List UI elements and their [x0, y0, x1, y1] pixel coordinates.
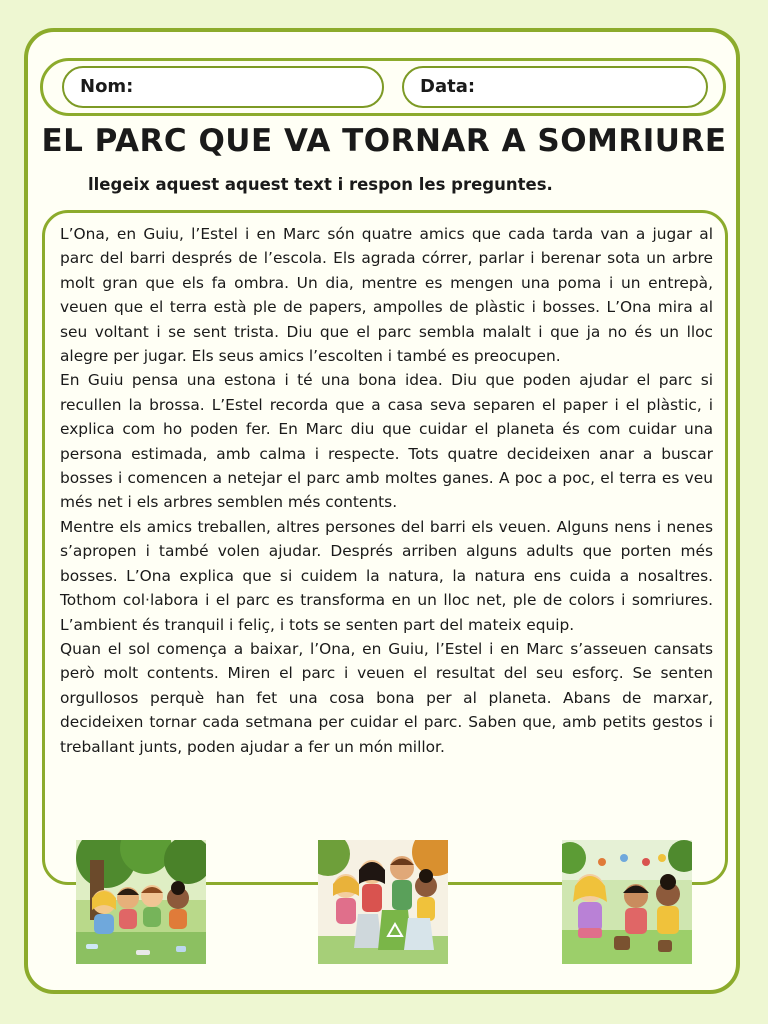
- story-paragraph-1: L’Ona, en Guiu, l’Estel i en Marc són quatre amics que cada tarda van a jugar al parc del barri després de l’escola. Els agrada córrer, parlar i berenar sota un arbre molt gran que els fa ombra. Un dia, mentre es mengen una poma i un entrepà, veuen que el terra està ple de papers, ampolles de plàstic i bosses. L’Ona mira al seu voltant i se sent trista. Diu que el parc sembla malalt i que ja no és un lloc alegre per jugar. Els seus amics l’escolten i també es preocupen.: [60, 225, 713, 366]
- name-field[interactable]: [62, 66, 384, 108]
- date-label: Data:: [420, 76, 476, 97]
- date-field[interactable]: [402, 66, 708, 108]
- story-paragraph-2: En Guiu pensa una estona i té una bona idea. Diu que poden ajudar el parc si recullen la brossa. L’Estel recorda que a casa seva separen el paper i el plàstic, i explica com ho poden fer. En Marc diu que cuidar el planeta és com cuidar una persona estimada, amb calma i respecte. Tots quatre decideixen anar a buscar bosses i comencen a netejar el parc amb moltes ganes. A poc a poc, el terra es veu més net i els arbres semblen més contents.: [60, 371, 713, 512]
- story-text: [60, 222, 713, 759]
- story-paragraph-3: Mentre els amics treballen, altres persones del barri els veuen. Alguns nens i nenes s’apropen i també volen ajudar. Després arriben alguns adults que porten més bosses. L’Ona explica que si cuidem la natura, la natura ens cuida a nosaltres. Tothom col·labora i el parc es transforma en un lloc net, ple de colors i somriures. L’ambient és tranquil i feliç, i tots se senten part del mateix equip.: [60, 517, 713, 634]
- illustration-kids-recycling: [318, 840, 448, 964]
- illustration-kids-under-tree: [76, 840, 206, 964]
- illustration-kids-clean-park: [562, 840, 692, 964]
- page-title: EL PARC QUE VA TORNAR A SOMRIURE: [41, 123, 727, 159]
- name-label: Nom:: [80, 76, 134, 97]
- story-paragraph-4: Quan el sol comença a baixar, l’Ona, en Guiu, l’Estel i en Marc s’asseuen cansats però molt contents. Miren el parc i veuen el resultat del seu esforç. Se senten orgullosos perquè han fet una cosa bona per al planeta. Abans de marxar, decideixen tornar cada setmana per cuidar el parc. Saben que, amb petits gestos i treballant junts, poden ajudar a fer un món millor.: [60, 639, 713, 756]
- instructions-text: llegeix aquest aquest text i respon les preguntes.: [88, 175, 553, 194]
